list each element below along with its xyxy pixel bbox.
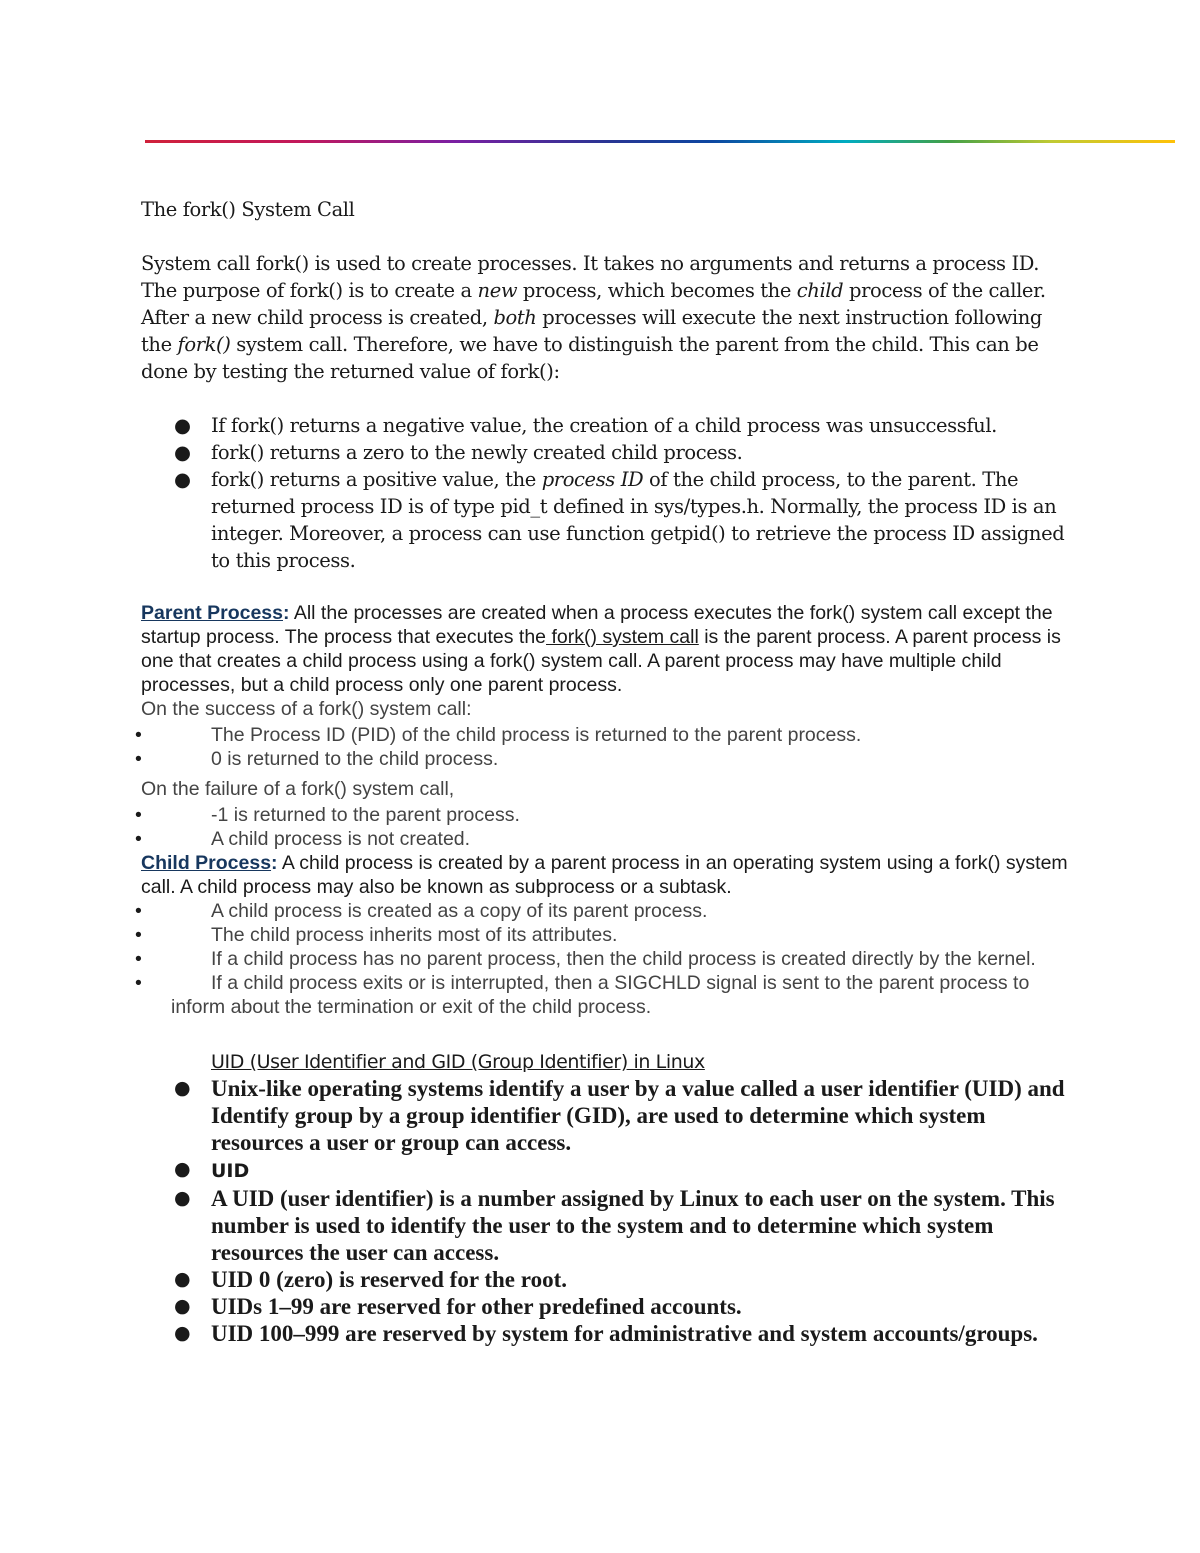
fork-return-list <box>141 412 1076 574</box>
uid-list <box>141 1075 1076 1347</box>
list-item <box>135 747 1076 771</box>
list-item <box>135 723 1076 747</box>
list-item <box>174 1293 1076 1320</box>
child-heading: Child Process <box>141 852 272 874</box>
list-item-text: A child process is not created. <box>211 828 471 850</box>
bullet-icon: • <box>135 748 142 770</box>
child-process-section <box>135 851 1076 1019</box>
failure-list <box>135 803 1076 851</box>
list-item <box>174 439 1076 466</box>
bullet-icon: • <box>135 900 142 922</box>
list-item-text: If a child process has no parent process, then the child process is created directly by the kernel. <box>211 948 1036 970</box>
bullet-icon: • <box>135 724 142 746</box>
failure-label: On the failure of a fork() system call, <box>141 778 455 800</box>
list-item-text: The child process inherits most of its attributes. <box>211 924 618 946</box>
list-item-text: -1 is returned to the parent process. <box>211 804 520 826</box>
list-item <box>174 1185 1076 1266</box>
list-item <box>135 899 1076 923</box>
bullet-icon: • <box>135 828 142 850</box>
bullet-icon: ● <box>174 1077 191 1099</box>
list-item-text: UIDs 1–99 are reserved for other predefined accounts. <box>211 1294 742 1319</box>
intro-text-3: process of the caller. After a new child process is created, <box>141 279 1046 329</box>
bullet-icon: ● <box>174 1295 191 1317</box>
bullet-icon: • <box>135 804 142 826</box>
bullet-icon: ● <box>174 1322 191 1344</box>
list-item-text: If a child process exits or is interrupted, then a SIGCHLD signal is sent to the parent process to inform about the termination or exit of the child process. <box>171 972 1030 1018</box>
list-item-text: of the child process, to the parent. The returned process ID is of type pid_t defined in sys/types.h. Normally, the process ID is an integer. Moreover, a process can use function getpid() to retrieve the process ID assigned to this process. <box>211 468 1065 572</box>
intro-emph-fork: fork() <box>177 333 231 356</box>
list-item-text: A child process is created as a copy of its parent process. <box>211 900 708 922</box>
intro-text-5: system call. Therefore, we have to distinguish the parent from the child. This can be done by testing the returned value of fork(): <box>141 333 1039 383</box>
bullet-icon: ● <box>174 1268 191 1290</box>
bullet-icon: ● <box>174 441 191 464</box>
list-item-text: The Process ID (PID) of the child process is returned to the parent process. <box>211 724 862 746</box>
bullet-icon: ● <box>174 414 191 437</box>
success-list <box>135 723 1076 771</box>
list-item <box>135 803 1076 827</box>
bullet-icon: • <box>135 972 142 994</box>
bullet-icon: ● <box>174 1158 191 1180</box>
list-item-text: UID 100–999 are reserved by system for administrative and system accounts/groups. <box>211 1321 1038 1346</box>
parent-text-2: is the parent process. A parent process is one that creates a child process using a fork() system call. A parent process may have multiple child processes, but a child process only one parent process. <box>141 626 1061 696</box>
list-item-text: UID <box>211 1160 250 1182</box>
bullet-icon: ● <box>174 1187 191 1209</box>
intro-emph-both: both <box>493 306 537 329</box>
list-item-text: Unix-like operating systems identify a user by a value called a user identifier (UID) and Identify group by a group identifier (GID), are used to determine which system resources a user or group can access. <box>211 1076 1065 1155</box>
success-label: On the success of a fork() system call: <box>141 698 472 720</box>
child-paragraph: Child Process: A child process is created by a parent process in an operating system using a fork() system call. A child process may also be known as subprocess or a subtask. <box>141 852 1068 898</box>
list-item-text: 0 is returned to the child process. <box>211 748 499 770</box>
intro-paragraph <box>141 250 1076 385</box>
child-list <box>135 899 1076 1019</box>
bullet-icon: • <box>135 924 142 946</box>
bullet-icon: ● <box>174 468 191 491</box>
list-item <box>135 827 1076 851</box>
list-item <box>174 1075 1076 1156</box>
list-item <box>174 466 1076 574</box>
document-page <box>135 196 1076 1347</box>
intro-text-1: System call fork() is used to create processes. It takes no arguments and returns a process ID. The purpose of fork() is to create a <box>141 252 1040 302</box>
uid-section <box>141 1049 1076 1347</box>
list-item <box>135 971 1076 1019</box>
parent-process-section <box>135 601 1076 851</box>
list-item-text: fork() returns a zero to the newly created child process. <box>211 441 743 464</box>
list-item-text: UID 0 (zero) is reserved for the root. <box>211 1267 567 1292</box>
intro-emph-new: new <box>477 279 518 302</box>
parent-heading: Parent Process <box>141 602 283 624</box>
list-item <box>174 1320 1076 1347</box>
list-item <box>135 923 1076 947</box>
list-item-text: fork() returns a positive value, the <box>211 468 542 491</box>
header-gradient-rule <box>145 140 1175 143</box>
list-item-emph: process ID <box>541 468 644 491</box>
intro-text-2: process, which becomes the <box>517 279 797 302</box>
list-item <box>174 1266 1076 1293</box>
intro-text-4: processes will execute the next instruction following the <box>141 306 1042 356</box>
uid-heading: UID (User Identifier and GID (Group Identifier) in Linux <box>211 1051 705 1073</box>
list-item <box>174 412 1076 439</box>
document-title: The fork() System Call <box>141 198 355 221</box>
list-item <box>174 1156 1076 1185</box>
list-item-text: A UID (user identifier) is a number assigned by Linux to each user on the system. This number is used to identify the user to the system and to determine which system resources the user can access. <box>211 1186 1055 1265</box>
parent-text-1: All the processes are created when a process executes the fork() system call except the startup process. The process that executes the <box>141 602 1053 648</box>
bullet-icon: • <box>135 948 142 970</box>
list-item-text: If fork() returns a negative value, the creation of a child process was unsuccessful. <box>211 414 997 437</box>
child-text: A child process is created by a parent process in an operating system using a fork() system call. A child process may also be known as subprocess or a subtask. <box>141 852 1068 898</box>
fork-link[interactable]: fork() system call <box>546 626 699 648</box>
intro-emph-child: child <box>796 279 844 302</box>
list-item <box>135 947 1076 971</box>
parent-paragraph: Parent Process: All the processes are created when a process executes the fork() system call except the startup process. The process that executes the fork() system call is the parent process. A parent process is one that creates a child process using a fork() system call. A parent process may have multiple child processes, but a child process only one parent process. <box>141 602 1061 696</box>
